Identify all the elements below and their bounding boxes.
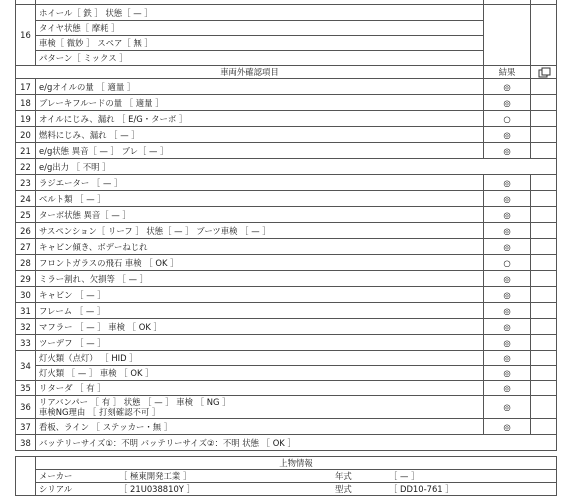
bumper-cell [36,396,484,419]
check-result: ◎ [484,351,531,366]
check-result: ◎ [484,335,531,351]
check-item: ターボ状態 異音［ — ］ [36,207,484,223]
row-number: 25 [16,207,36,223]
check-result: ◎ [484,95,531,111]
note-cell [531,207,557,223]
check-item: e/gオイルの量 ［ 適量 ］ [36,79,484,95]
row-number: 31 [16,303,36,319]
model-value: ［ DD10-761 ］ [389,484,454,494]
note-cell [531,271,557,287]
note-cell [531,255,557,271]
row-number: 33 [16,335,36,351]
row-number: 29 [16,271,36,287]
note-cell [531,95,557,111]
note-cell [531,239,557,255]
check-result: ◎ [484,191,531,207]
check-item: フロントガラスの飛石 車検 ［ OK ］ [36,255,484,271]
goods-row-1 [36,470,557,483]
bumper-line-2: 車検NG理由 ［ 打刻確認不可 ］ [39,407,161,417]
check-item: ラジエーター ［ — ］ [36,175,484,191]
note-cell [531,335,557,351]
serial-label: シリアル [39,484,73,494]
maker-label: メーカー [39,471,73,481]
check-result: ◎ [484,223,531,239]
row-number: 27 [16,239,36,255]
check-item: キャビン傾き、ボデーねじれ [36,239,484,255]
check-result: ◎ [484,303,531,319]
check-item: ブレーキフルードの量 ［ 適量 ］ [36,95,484,111]
note-cell [531,319,557,335]
lamp-line-1: 灯火類（点灯） ［ HID ］ [36,351,484,366]
note-cell [531,419,557,435]
check-result: ◎ [484,366,531,381]
year-label: 年式 [335,471,352,481]
note-cell [531,111,557,127]
row-number-36: 36 [16,396,36,419]
check-result: ◎ [484,143,531,159]
check-result: ◎ [484,271,531,287]
row-number: 32 [16,319,36,335]
check-item: ミラー割れ、欠損等 ［ — ］ [36,271,484,287]
row-number: 38 [16,435,36,451]
check-item: e/g出力 ［ 不明 ］ [36,159,557,175]
year-value: ［ — ］ [389,471,420,481]
row-number: 26 [16,223,36,239]
goods-row-2 [36,483,557,496]
maker-value: ［ 極東開発工業 ］ [119,471,192,481]
check-item: ベルト類 ［ — ］ [36,191,484,207]
goods-number [16,457,36,496]
row-number: 23 [16,175,36,191]
note-cell [531,191,557,207]
row-number: 20 [16,127,36,143]
note-cell-16 [531,5,557,66]
tire-line-wheel: ホイール［ 鉄 ］ 状態［ — ］ [36,5,484,21]
note-cell [531,287,557,303]
check-item: 看板、ライン ［ ステッカー・無 ］ [36,419,484,435]
check-item: e/g状態 異音［ — ］ ブレ［ — ］ [36,143,484,159]
result-header: 結果 [484,66,531,79]
bumper-line-1: リアバンパー ［ 有 ］ 状態 ［ — ］ 車検 ［ NG ］ [39,397,231,407]
check-result: ◎ [484,79,531,95]
row-number: 22 [16,159,36,175]
row-number: 30 [16,287,36,303]
row-number: 17 [16,79,36,95]
check-result: ○ [484,255,531,271]
check-result: ◎ [484,319,531,335]
row-number: 21 [16,143,36,159]
check-result: ◎ [484,396,531,419]
goods-title: 上物情報 [36,457,557,470]
note-cell [531,366,557,381]
check-item: リターダ ［ 有 ］ [36,381,484,396]
row-number: 37 [16,419,36,435]
serial-value: ［ 21U038810Y ］ [119,484,195,494]
row-number-16: 16 [16,5,36,66]
check-item: キャビン ［ — ］ [36,287,484,303]
note-cell [531,303,557,319]
check-result: ◎ [484,287,531,303]
battery-item: バッテリーサイズ①：不明 バッテリーサイズ②：不明 状態 ［ OK ］ [36,435,557,451]
check-item: マフラー ［ — ］ 車検 ［ OK ］ [36,319,484,335]
check-result: ◎ [484,239,531,255]
inspection-sheet [15,0,556,496]
row-number: 35 [16,381,36,396]
check-item: ツーデフ ［ — ］ [36,335,484,351]
lamp-line-2: 灯火類 ［ — ］ 車検 ［ OK ］ [36,366,484,381]
check-item: 燃料にじみ、漏れ ［ — ］ [36,127,484,143]
model-label: 型式 [335,484,352,494]
tire-line-condition: タイヤ状態［ 摩耗 ］ [36,21,484,36]
note-cell [531,381,557,396]
note-cell [531,175,557,191]
result-cell-16 [484,5,531,66]
row-number: 19 [16,111,36,127]
row-number: 24 [16,191,36,207]
inspection-table [15,0,557,496]
note-cell [531,79,557,95]
check-result: ◎ [484,419,531,435]
copy-icon [531,66,557,79]
note-cell [531,223,557,239]
tire-line-inspection: 車検［ 微妙 ］ スペア［ 無 ］ [36,36,484,51]
row-number: 18 [16,95,36,111]
row-number: 28 [16,255,36,271]
note-cell [531,127,557,143]
note-cell [531,351,557,366]
check-item: サスペンション［ リーフ ］ 状態［ — ］ ブーツ車検 ［ — ］ [36,223,484,239]
checklist-title: 車両外確認項目 [16,66,484,79]
check-result: ◎ [484,175,531,191]
row-number-34: 34 [16,351,36,381]
check-result: ◎ [484,381,531,396]
check-result: ◎ [484,207,531,223]
tire-line-pattern: パターン［ ミックス ］ [36,51,484,66]
note-cell [531,396,557,419]
check-result: ◎ [484,127,531,143]
check-item: オイルにじみ、漏れ ［ E/G・ターボ ］ [36,111,484,127]
check-item: フレーム ［ — ］ [36,303,484,319]
check-result: ○ [484,111,531,127]
note-cell [531,143,557,159]
